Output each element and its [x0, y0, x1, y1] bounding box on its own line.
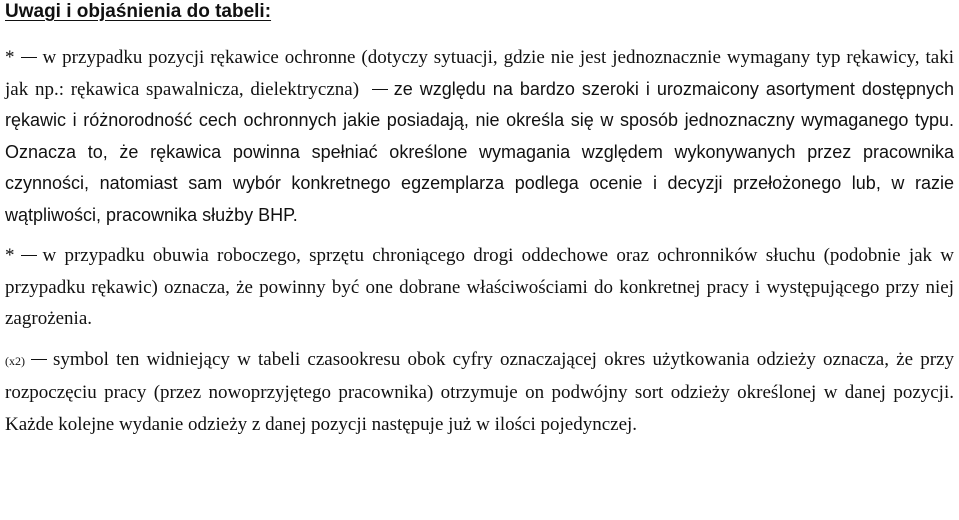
dash-separator	[372, 89, 388, 90]
note-x2-symbol	[5, 344, 954, 441]
note-text-part-1: w przypadku pozycji rękawice ochronne (dotyczy sytuacji, gdzie nie jest jednoznacznie wymagany typ rękawicy, taki jak np.: rękawica spawalnicza, dielektryczna)	[5, 47, 954, 100]
note-marker: (x2)	[5, 353, 25, 368]
note-marker: *	[5, 245, 15, 266]
dash-separator	[21, 255, 37, 256]
note-gloves	[5, 42, 954, 231]
note-text-part-2: ze względu na bardzo szeroki i urozmaicony asortyment dostępnych rękawic i różnorodność cech ochronnych jakie posiadają, nie określa się w sposób jednoznaczny wymaganego typu. Oznacza to, że rękawica powinna spełniać określone wymagania względem wykonywanych przez pracownika czynności, natomiast sam wybór konkretnego egzemplarza podlega ocenie i decyzji przełożonego lub, w razie wątpliwości, pracownika służby BHP.	[5, 78, 954, 225]
note-marker: *	[5, 47, 15, 68]
note-text: symbol ten widniejący w tabeli czasookresu obok cyfry oznaczającej okres użytkowania odzieży oznacza, że przy rozpoczęciu pracy (przez nowoprzyjętego pracownika) otrzymuje on podwójny sort odzieży określonej w danej pozycji. Każde kolejne wydanie odzieży z danej pozycji następuje już w ilości pojedynczej.	[5, 348, 954, 435]
dash-separator	[21, 57, 37, 58]
note-footwear	[5, 240, 954, 335]
page-title: Uwagi i objaśnienia do tabeli:	[5, 1, 272, 22]
dash-separator	[31, 359, 47, 360]
note-text: w przypadku obuwia roboczego, sprzętu chroniącego drogi oddechowe oraz ochronników słuchu (podobnie jak w przypadku rękawic) oznacza, że powinny być one dobrane właściwościami do konkretnej pracy i występującego przy niej zagrożenia.	[5, 245, 954, 329]
